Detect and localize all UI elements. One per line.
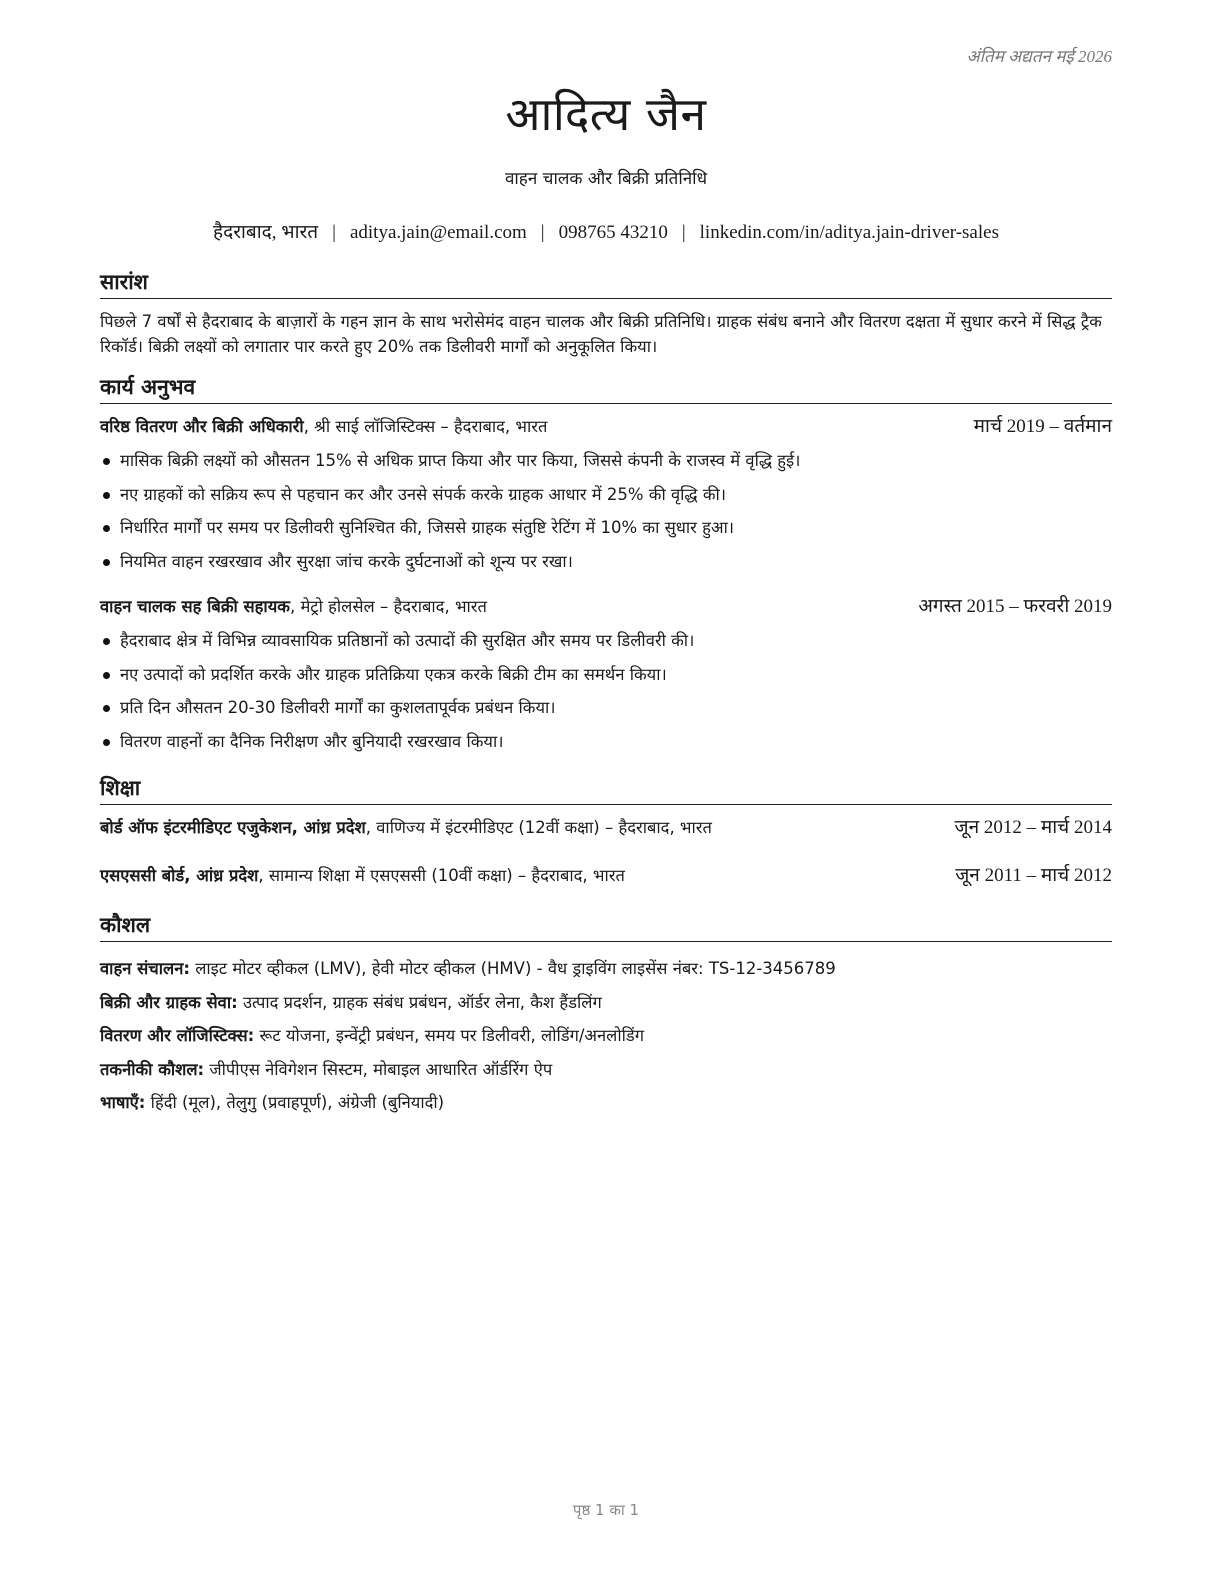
bullet-item (100, 511, 1112, 545)
resume-page (100, 0, 1112, 1584)
bullet-icon (103, 492, 110, 499)
skill-value: लाइट मोटर व्हीकल (LMV), हेवी मोटर व्हीकल (HMV) - वैध ड्राइविंग लाइसेंस नंबर: TS-12-3456789 (189, 959, 836, 978)
bullet-icon (103, 458, 110, 465)
skill-value: रूट योजना, इन्वेंट्री प्रबंधन, समय पर डिलीवरी, लोडिंग/अनलोडिंग (254, 1026, 645, 1045)
contact-separator: | (681, 222, 686, 243)
skills-list (100, 952, 1112, 1120)
education-line (100, 863, 625, 889)
job-title-line (100, 594, 487, 620)
bullet-icon (103, 525, 110, 532)
education-institution: एसएससी बोर्ड, आंध्र प्रदेश (100, 866, 259, 885)
education-entry (100, 815, 1112, 841)
resume-content (100, 268, 1112, 1120)
bullet-text: नए उत्पादों को प्रदर्शित करके और ग्राहक प्रतिक्रिया एकत्र करके बिक्री टीम का समर्थन किया। (120, 664, 667, 684)
skill-value: उत्पाद प्रदर्शन, ग्राहक संबंध प्रबंधन, ऑर्डर लेना, कैश हैंडलिंग (237, 992, 602, 1012)
education-heading: शिक्षा (100, 774, 1112, 805)
job-dates: अगस्त 2015 – फरवरी 2019 (918, 596, 1112, 617)
skill-label: वाहन संचालन: (100, 959, 190, 978)
experience-heading: कार्य अनुभव (100, 373, 1112, 404)
skill-value: हिंदी (मूल), तेलुगु (प्रवाहपूर्ण), अंग्रेजी (बुनियादी) (145, 1093, 445, 1112)
page-indicator: पृष्ठ 1 का 1 (572, 1501, 640, 1519)
contact-email[interactable]: aditya.jain@email.com (349, 222, 527, 243)
contact-linkedin[interactable]: linkedin.com/in/aditya.jain-driver-sales (699, 222, 999, 243)
skill-label: बिक्री और ग्राहक सेवा: (100, 992, 238, 1012)
contact-line (100, 218, 1112, 244)
bullet-icon (103, 739, 110, 746)
bullet-item (100, 444, 1112, 478)
skill-row (100, 986, 1112, 1020)
skill-row (100, 1019, 1112, 1053)
contact-separator: | (332, 222, 336, 243)
bullet-text: मासिक बिक्री लक्ष्यों को औसतन 15% से अधिक प्राप्त किया और पार किया, जिससे कंपनी के राजस्व में वृद्धि हुई। (120, 451, 801, 470)
bullet-item (100, 545, 1112, 579)
education-dates: जून 2011 – मार्च 2012 (955, 865, 1112, 886)
bullet-item (100, 658, 1112, 692)
job-bullets (100, 444, 1112, 578)
job-header (100, 414, 1112, 440)
candidate-name: आदित्य जैन (505, 87, 707, 141)
job-company: , मेट्रो होलसेल – हैदराबाद, भारत (289, 597, 487, 616)
contact-location: हैदराबाद, भारत (213, 222, 319, 243)
education-institution: बोर्ड ऑफ इंटरमीडिएट एजुकेशन, आंध्र प्रदेश (100, 818, 366, 837)
education-line (100, 815, 712, 841)
bullet-text: निर्धारित मार्गों पर समय पर डिलीवरी सुनिश्चित की, जिससे ग्राहक संतुष्टि रेटिंग में 10% का सुधार हुआ। (120, 518, 735, 537)
skill-label: भाषाएँ: (100, 1093, 146, 1112)
skill-value: जीपीएस नेविगेशन सिस्टम, मोबाइल आधारित ऑर्डरिंग ऐप (204, 1059, 553, 1079)
bullet-item (100, 624, 1112, 658)
bullet-text: वितरण वाहनों का दैनिक निरीक्षण और बुनियादी रखरखाव किया। (120, 731, 504, 751)
skill-label: तकनीकी कौशल: (100, 1059, 205, 1079)
skill-label: वितरण और लॉजिस्टिक्स: (100, 1026, 255, 1045)
bullet-item (100, 725, 1112, 759)
bullet-item (100, 478, 1112, 512)
education-entry (100, 863, 1112, 889)
bullet-item (100, 691, 1112, 725)
skills-heading: कौशल (100, 911, 1112, 942)
bullet-text: प्रति दिन औसतन 20-30 डिलीवरी मार्गों का कुशलतापूर्वक प्रबंधन किया। (120, 698, 556, 717)
bullet-text: नियमित वाहन रखरखाव और सुरक्षा जांच करके दुर्घटनाओं को शून्य पर रखा। (120, 551, 573, 571)
contact-separator: | (540, 222, 545, 243)
job-entry (100, 414, 1112, 578)
job-dates: मार्च 2019 – वर्तमान (973, 416, 1112, 437)
education-detail: , सामान्य शिक्षा में एसएससी (10वीं कक्षा) – हैदराबाद, भारत (258, 866, 625, 885)
job-company: , श्री साई लॉजिस्टिक्स – हैदराबाद, भारत (303, 417, 548, 436)
candidate-role: वाहन चालक और बिक्री प्रतिनिधि (504, 169, 708, 189)
contact-phone[interactable]: 098765 43210 (558, 222, 668, 243)
summary-heading: सारांश (100, 268, 1112, 299)
skill-row (100, 1053, 1112, 1087)
job-title-line (100, 414, 547, 440)
job-entry (100, 594, 1112, 758)
bullet-icon (103, 638, 110, 645)
education-detail: , वाणिज्य में इंटरमीडिएट (12वीं कक्षा) – हैदराबाद, भारत (365, 818, 712, 837)
summary-text: पिछले 7 वर्षों से हैदराबाद के बाज़ारों के गहन ज्ञान के साथ भरोसेमंद वाहन चालक और बिक्री प्रतिनिधि। ग्राहक संबंध बनाने और वितरण दक्षता में सुधार करने में सिद्ध ट्रैक रिकॉर्ड। बिक्री लक्ष्यों को लगातार पार करते हुए 20% तक डिलीवरी मार्गों को अनुकूलित किया। (100, 312, 1102, 356)
bullet-icon (103, 559, 110, 566)
job-position: वाहन चालक सह बिक्री सहायक (100, 597, 290, 616)
skill-row (100, 952, 1112, 986)
bullet-icon (103, 705, 110, 712)
education-dates: जून 2012 – मार्च 2014 (954, 817, 1112, 838)
job-bullets (100, 624, 1112, 758)
job-position: वरिष्ठ वितरण और बिक्री अधिकारी (100, 417, 304, 436)
last-updated: अंतिम अद्यतन मई 2026 (966, 47, 1112, 66)
job-header (100, 594, 1112, 620)
skill-row (100, 1086, 1112, 1120)
bullet-icon (103, 672, 110, 679)
bullet-text: हैदराबाद क्षेत्र में विभिन्न व्यावसायिक प्रतिष्ठानों को उत्पादों की सुरक्षित और समय पर डिलीवरी की। (120, 631, 695, 650)
bullet-text: नए ग्राहकों को सक्रिय रूप से पहचान कर और उनसे संपर्क करके ग्राहक आधार में 25% की वृद्धि की। (120, 484, 727, 504)
